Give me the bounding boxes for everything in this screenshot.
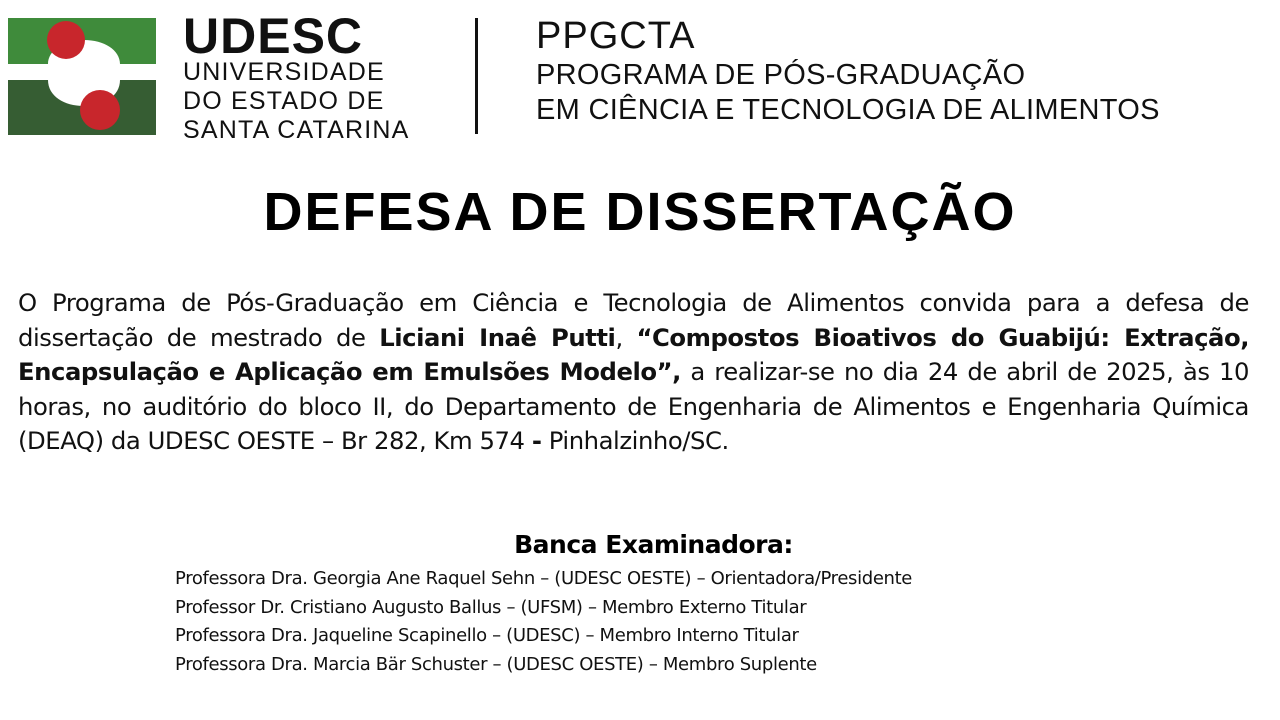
committee-heading: Banca Examinadora: (514, 530, 793, 559)
university-name-line-2: DO ESTADO DE (183, 87, 385, 115)
university-block (183, 8, 428, 145)
university-name-line-3: SANTA CATARINA (183, 116, 410, 144)
logo-lower-red-circle (80, 90, 120, 130)
udesc-logo-icon (8, 18, 156, 135)
committee-member: Professora Dra. Jaqueline Scapinello – (UDESC) – Membro Interno Titular (175, 625, 799, 647)
program-block (536, 14, 1160, 128)
invitation-dash: - (531, 426, 542, 455)
candidate-name: Liciani Inaê Putti (379, 322, 616, 352)
university-acronym: UDESC (183, 8, 364, 64)
header-divider (475, 18, 478, 134)
program-acronym: PPGCTA (536, 15, 696, 57)
committee-member: Professor Dr. Cristiano Augusto Ballus – (UFSM) – Membro Externo Titular (175, 596, 807, 618)
committee-list (175, 565, 912, 680)
program-name-line-1: PROGRAMA DE PÓS-GRADUAÇÃO (536, 59, 1026, 91)
invitation-intro: O Programa de Pós-Graduação em Ciência e Tecnologia de Alimentos convida para a defesa de dissertação de mestrado de (18, 288, 1249, 352)
thesis-title: “Compostos Bioativos do Guabijú: Extração, Encapsulação e Aplicação em Emulsões Modelo”, (18, 322, 1250, 386)
invitation-paragraph (18, 286, 1249, 459)
committee-member: Professora Dra. Georgia Ane Raquel Sehn – (UDESC OESTE) – Orientadora/Presidente (175, 568, 913, 589)
committee-member: Professora Dra. Marcia Bär Schuster – (UDESC OESTE) – Membro Suplente (175, 654, 817, 676)
invitation-location: Pinhalzinho/SC. (541, 426, 729, 455)
invitation-details: a realizar-se no dia 24 de abril de 2025, às 10 horas, no auditório do bloco II, do Departamento de Engenharia de Alimentos e Engenharia Química (DEAQ) da UDESC OESTE – Br 282, Km 574 (18, 357, 1249, 455)
program-name-line-2: EM CIÊNCIA E TECNOLOGIA DE ALIMENTOS (536, 94, 1160, 126)
invitation-separator: , (615, 322, 637, 352)
university-name-line-1: UNIVERSIDADE (183, 58, 385, 86)
page-title: DEFESA DE DISSERTAÇÃO (263, 182, 1017, 242)
logo-upper-red-circle (47, 21, 85, 59)
